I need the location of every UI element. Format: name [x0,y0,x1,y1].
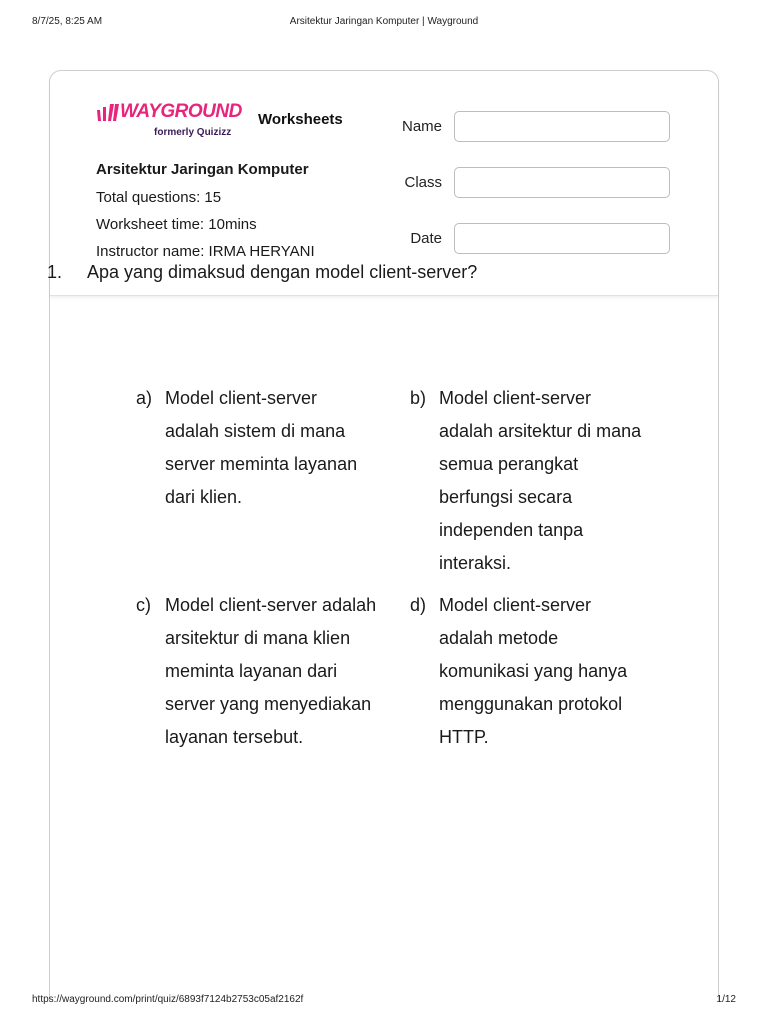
name-field[interactable] [454,111,670,142]
option-line: adalah sistem di mana [165,421,346,441]
question-text: Apa yang dimaksud dengan model client-server? [87,262,478,282]
option-letter: b) [410,388,427,408]
option-line: Model client-server adalah [165,595,377,615]
option-line: Model client-server [165,388,318,408]
option-line: server meminta layanan [165,454,358,474]
option-line: arsitektur di mana klien [165,628,351,648]
option-text [165,589,405,754]
instructor-name: Instructor name: IRMA HERYANI [96,243,315,260]
logo-wordmark: WAYGROUND [120,101,242,122]
page-number: 1/12 [716,994,736,1005]
option-letter: c) [136,595,151,615]
option-line: adalah arsitektur di mana [439,421,642,441]
print-footer [0,994,768,1008]
name-label: Name [401,118,442,135]
option-text [439,589,679,754]
total-questions: Total questions: 15 [96,189,222,206]
date-field[interactable] [454,223,670,254]
option-line: semua perangkat [439,454,579,474]
option-text [439,382,679,580]
option-line: layanan tersebut. [165,727,304,747]
option-line: independen tanpa [439,520,584,540]
date-label: Date [410,230,442,247]
option-line: Model client-server [439,595,592,615]
option-line: HTTP. [439,727,489,747]
option-line: Model client-server [439,388,592,408]
section-label: Worksheets [258,111,343,128]
option-line: komunikasi yang hanya [439,661,628,681]
worksheet-title: Arsitektur Jaringan Komputer [96,161,309,178]
question-number: 1. [47,262,63,282]
option-line: menggunakan protokol [439,694,623,714]
print-url[interactable]: https://wayground.com/print/quiz/6893f7124b2753c05af2162f [32,994,304,1005]
option-letter: d) [410,595,427,615]
logo-subtitle: formerly Quizizz [154,127,232,138]
worksheet-time: Worksheet time: 10mins [96,216,257,233]
option-line: dari klien. [165,487,243,507]
option-line: berfungsi secara [439,487,573,507]
print-title: Arsitektur Jaringan Komputer | Wayground [289,16,479,27]
option-line: server yang menyediakan [165,694,372,714]
class-field[interactable] [454,167,670,198]
option-line: interaksi. [439,553,512,573]
wayground-logo [96,101,256,141]
wayground-mark-icon [96,104,120,122]
option-letter: a) [136,388,153,408]
option-line: adalah metode [439,628,559,648]
class-label: Class [404,174,442,191]
option-text [165,382,405,514]
print-datetime: 8/7/25, 8:25 AM [32,16,103,27]
worksheet-info [96,161,396,270]
print-header [0,16,768,30]
option-line: meminta layanan dari [165,661,338,681]
